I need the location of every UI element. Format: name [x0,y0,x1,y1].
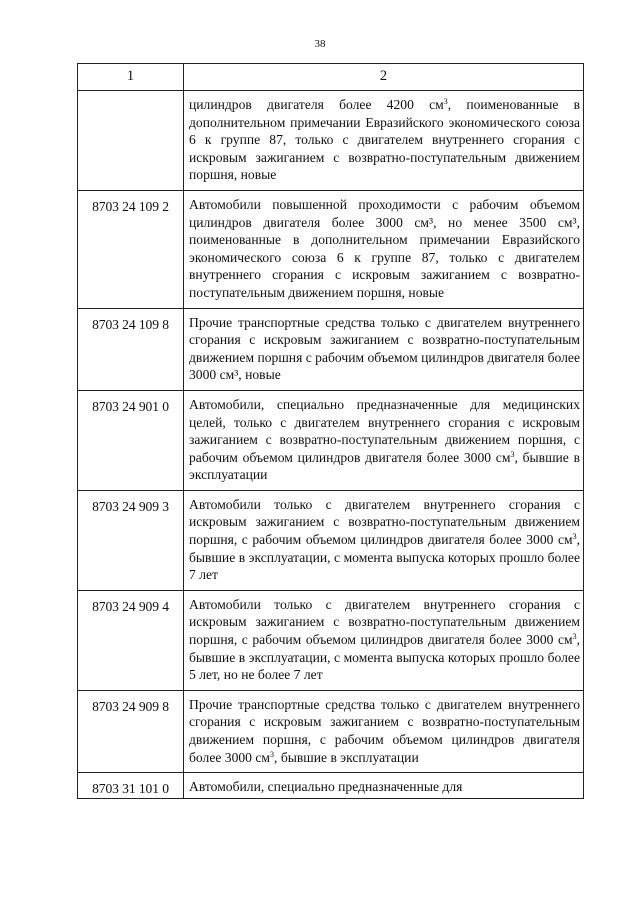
tariff-code-cell: 8703 24 909 8 [78,690,184,772]
tariff-code-cell: 8703 24 909 4 [78,590,184,690]
tariff-code-cell: 8703 24 109 2 [78,190,184,308]
tariff-code-cell: 8703 24 909 3 [78,490,184,590]
description-cell: Прочие транспортные средства только с двигателем внутреннего сгорания с искровым зажиганием с возвратно-поступательным движением поршня с рабочим объемом цилиндров двигателя более 3000 см³, новые [184,308,584,390]
tariff-code-cell: 8703 24 109 8 [78,308,184,390]
table-body [78,91,584,799]
description-cell: Автомобили, специально предназначенные для медицинских целей, только с двигателем внутреннего сгорания с искровым зажиганием с возвратно-поступательным движением поршня, с рабочим объемом цилиндров двигателя более 3000 $см^3$, бывшие в эксплуатации [184,390,584,490]
column-header-1: 1 [78,64,184,91]
tariff-code-cell: 8703 24 901 0 [78,390,184,490]
description-cell: Автомобили только с двигателем внутреннего сгорания с искровым зажиганием с возвратно-поступательным движением поршня, с рабочим объемом цилиндров двигателя более 3000 $см^3$, бывшие в эксплуатации, с момента выпуска которых прошло более 5 лет, но не более 7 лет [184,590,584,690]
table-row [78,590,584,690]
description-cell: Автомобили, специально предназначенные для [184,773,584,799]
table-row [78,91,584,191]
tariff-code-table [77,63,584,799]
table-row [78,690,584,772]
tariff-code-cell [78,91,184,191]
table-header-row [78,64,584,91]
table-row [78,308,584,390]
table-row [78,773,584,799]
description-cell: Автомобили только с двигателем внутреннего сгорания с искровым зажиганием с возвратно-поступательным движением поршня, с рабочим объемом цилиндров двигателя более 3000 $см^3$, бывшие в эксплуатации, с момента выпуска которых прошло более 7 лет [184,490,584,590]
description-cell: Прочие транспортные средства только с двигателем внутреннего сгорания с искровым зажиганием с возвратно-поступательным движением поршня, с рабочим объемом цилиндров двигателя более 3000 $см^3$, бывшие в эксплуатации [184,690,584,772]
page-number: 38 [314,38,326,50]
table-row [78,490,584,590]
table-row [78,390,584,490]
description-cell: Автомобили повышенной проходимости с рабочим объемом цилиндров двигателя более 3000 см³, но менее 3500 см³, поименованные в дополнительном примечании Евразийского экономического союза 6 к группе 87, только с двигателем внутреннего сгорания с искровым зажиганием с возвратно-поступательным движением поршня, новые [184,190,584,308]
column-header-2: 2 [184,64,584,91]
table-row [78,190,584,308]
tariff-code-cell: 8703 31 101 0 [78,773,184,799]
description-cell: цилиндров двигателя более 4200 $см^3$, поименованные в дополнительном примечании Евразийского экономического союза 6 к группе 87, только с двигателем внутреннего сгорания с искровым зажиганием с возвратно-поступательным движением поршня, новые [184,91,584,191]
page-bottom-margin [0,836,640,905]
